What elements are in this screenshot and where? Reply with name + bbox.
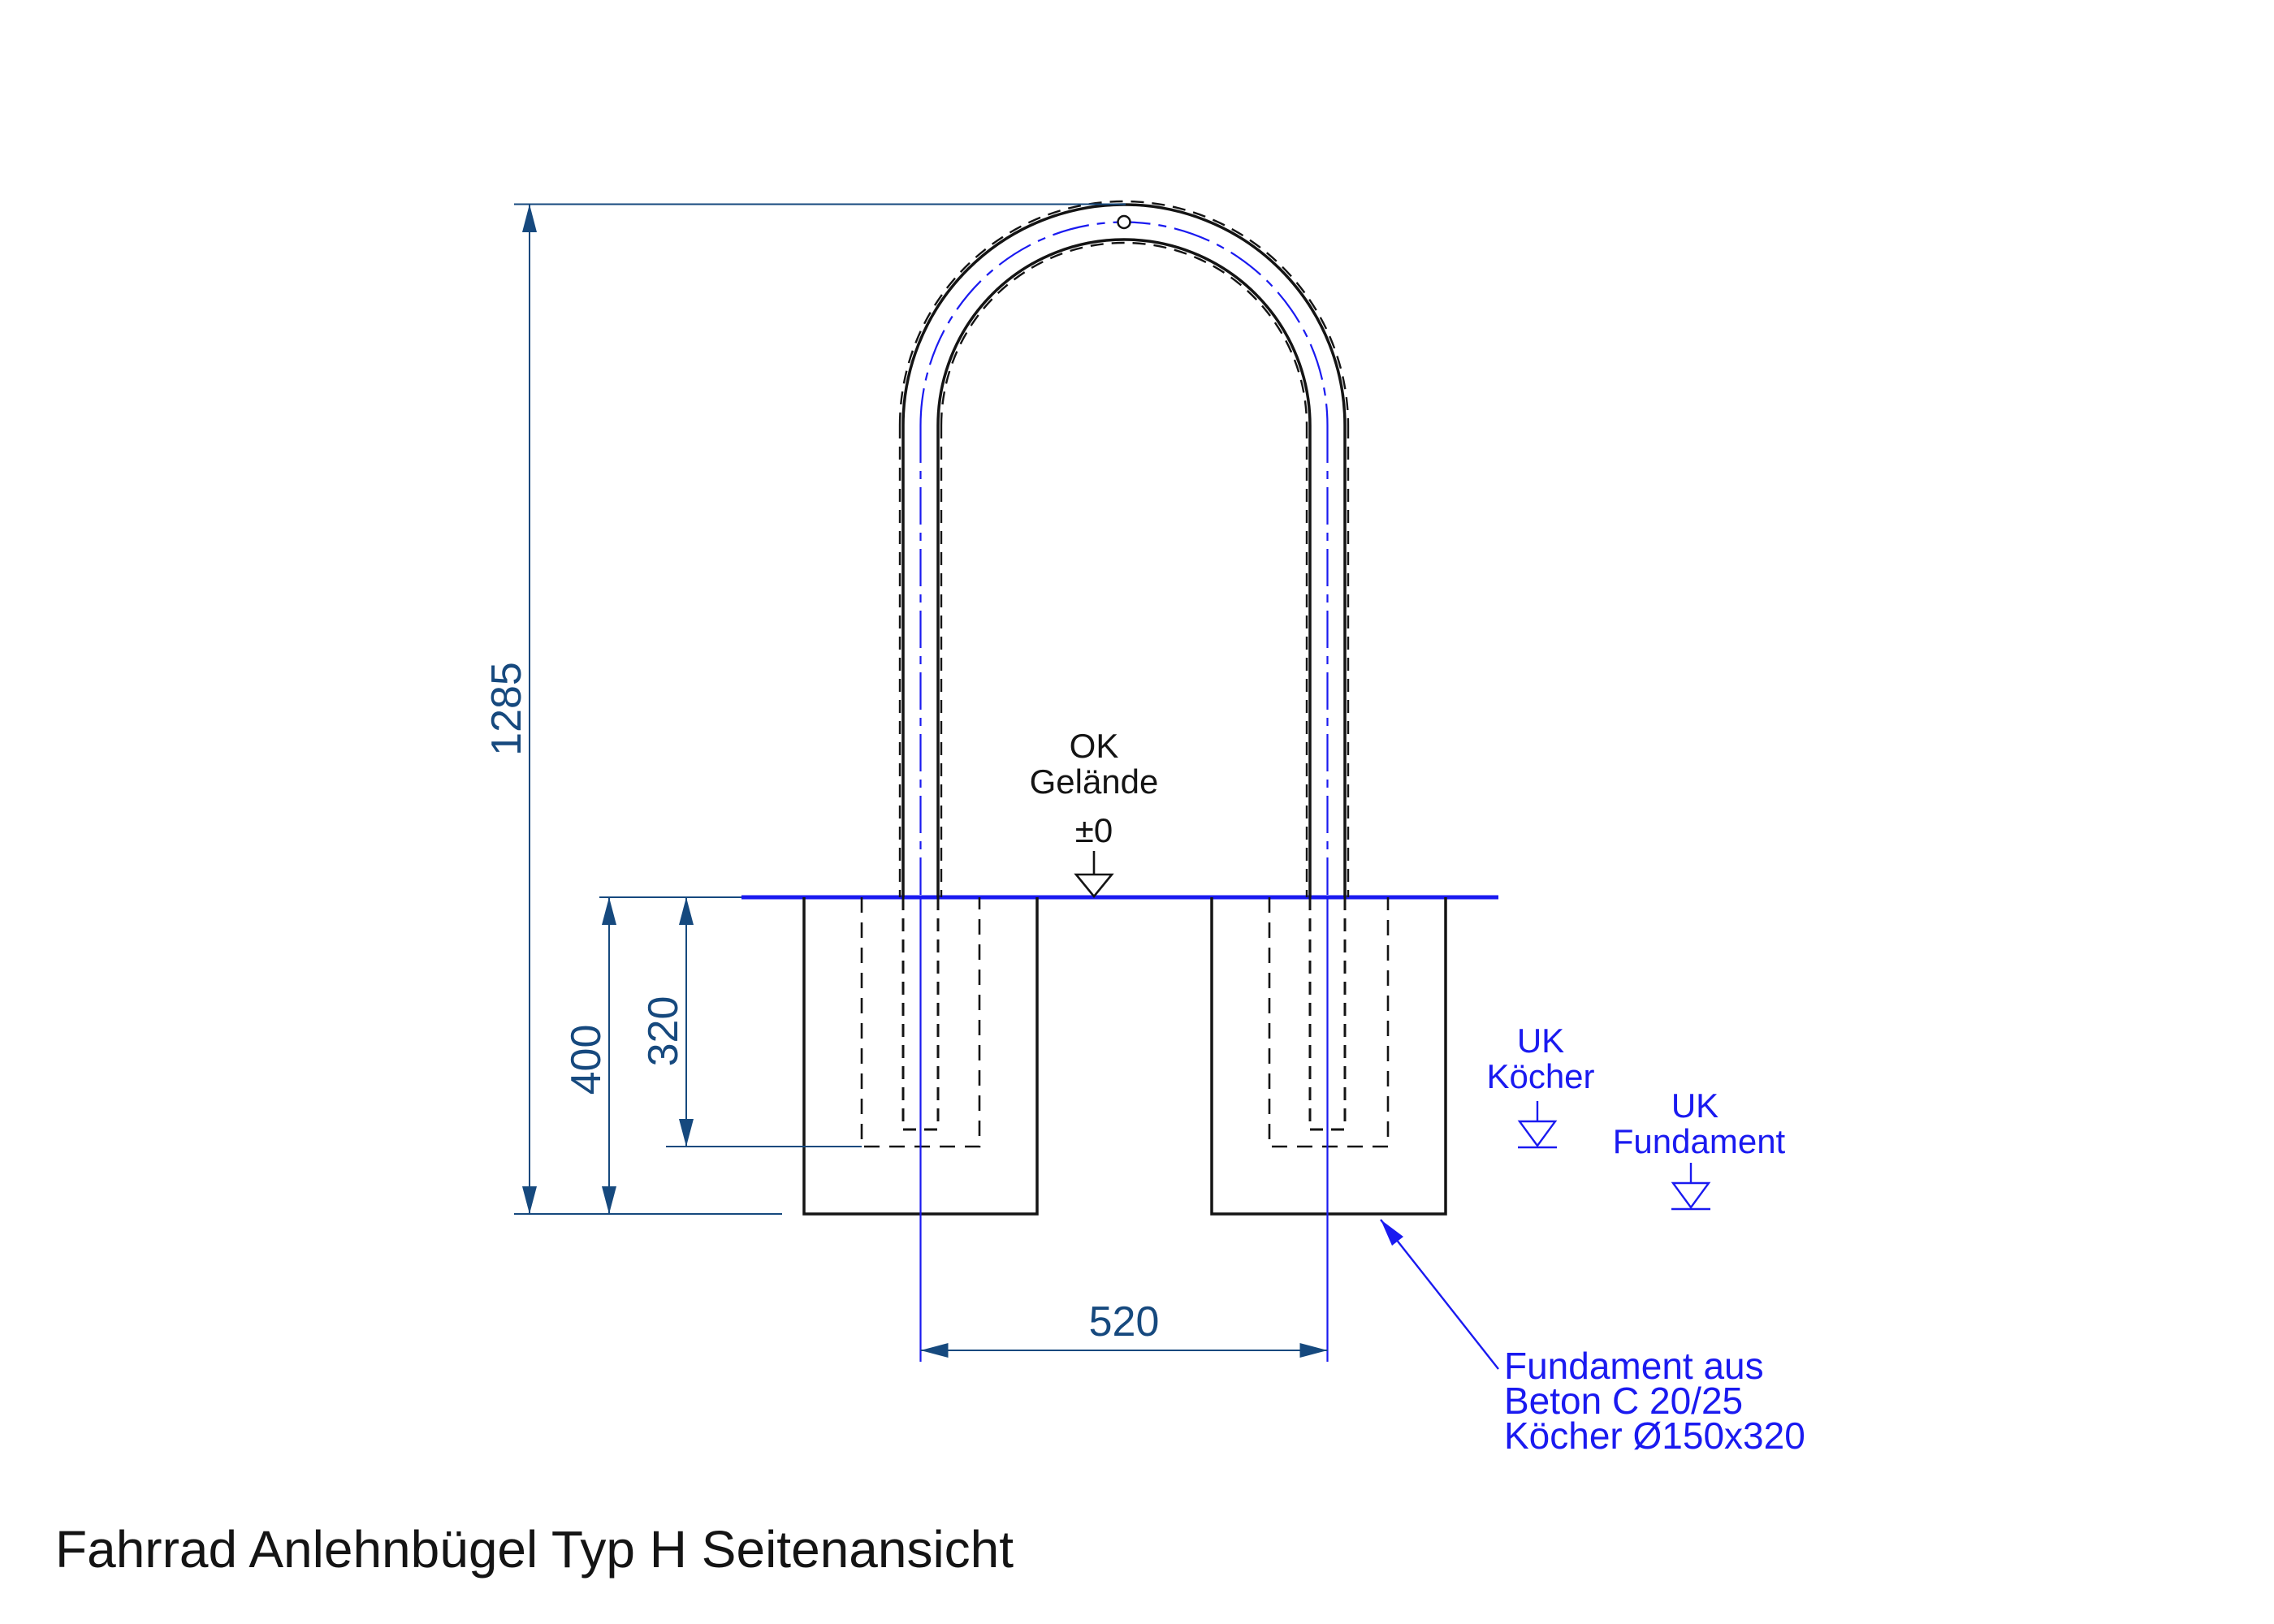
hoop-inner-arc-dashed (941, 243, 1307, 425)
uk-koecher-label-line1: UK (1516, 1021, 1565, 1060)
apex-center-point-marker (1118, 216, 1131, 228)
dim-320-arrow-down (679, 1119, 694, 1147)
leader-note-line3: Köcher Ø150x320 (1504, 1415, 1805, 1457)
dim-1285-text: 1285 (483, 662, 530, 756)
leader-note-line2: Beton C 20/25 (1504, 1380, 1744, 1422)
leader-note-line1: Fundament aus (1504, 1345, 1764, 1387)
ground-level-marker-triangle-icon (1076, 875, 1112, 896)
ground-level-label-line2: Gelände (1029, 762, 1159, 801)
dim-400-arrow-down (602, 1186, 616, 1214)
right-sleeve-dashed-outline (1269, 897, 1388, 1147)
dim-1285-arrow-down (522, 1186, 537, 1214)
ground-level-label-line1: OK (1069, 727, 1119, 765)
leader-arrowhead (1381, 1220, 1403, 1246)
hoop-outer-arc-dashed (900, 201, 1348, 425)
uk-koecher-label-line2: Köcher (1486, 1057, 1595, 1095)
right-foundation-outline (1212, 897, 1446, 1214)
hoop-outer-arc (903, 205, 1345, 425)
uk-fundament-marker-triangle-icon (1673, 1183, 1709, 1207)
dim-400-text: 400 (563, 1024, 610, 1095)
dim-520-text: 520 (1088, 1298, 1160, 1345)
hoop-inner-arc (938, 240, 1310, 425)
dim-320-arrow-up (679, 897, 694, 925)
uk-koecher-marker-triangle-icon (1520, 1121, 1555, 1146)
drawing-title: Fahrrad Anlehnbügel Typ H Seitenansicht (55, 1520, 1014, 1579)
uk-fundament-label-line2: Fundament (1612, 1122, 1786, 1160)
dim-1285-arrow-up (522, 205, 537, 233)
leader-line (1381, 1220, 1498, 1369)
dim-320-text: 320 (640, 996, 687, 1067)
uk-fundament-label-line1: UK (1671, 1086, 1719, 1125)
dim-520-arrow-left (921, 1343, 949, 1358)
dim-520-arrow-right (1300, 1343, 1328, 1358)
dim-400-arrow-up (602, 897, 616, 925)
ground-level-value: ±0 (1074, 811, 1113, 849)
